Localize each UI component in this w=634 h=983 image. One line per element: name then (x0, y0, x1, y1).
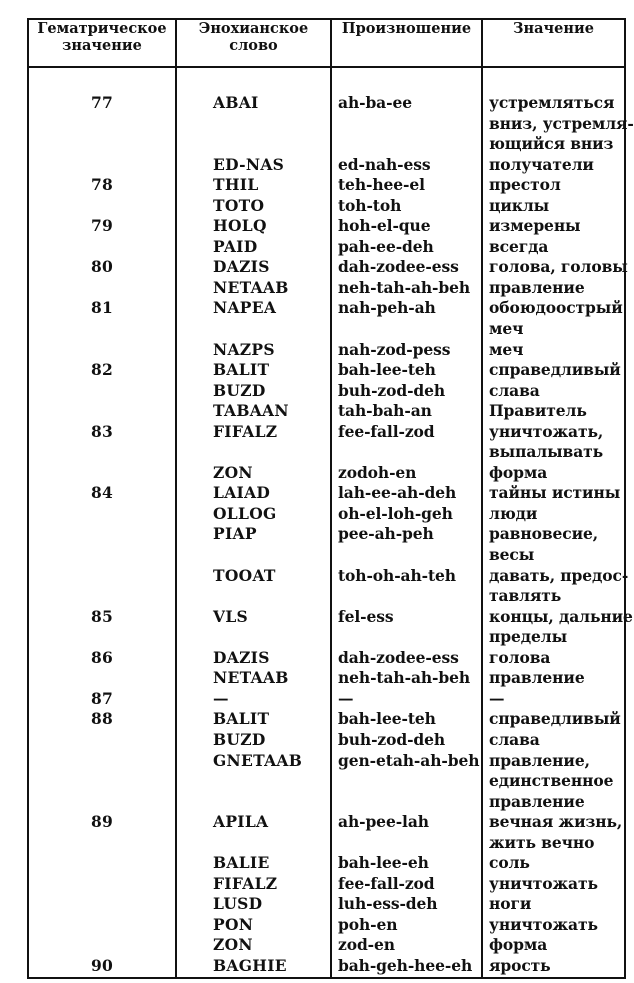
meaning-cell: уничтожать (489, 873, 598, 893)
meaning-cell: измерены (489, 216, 581, 236)
meaning-cell: получатели (489, 154, 594, 174)
enochian-word-cell: TOTO (213, 195, 265, 215)
header-word-line1: Энохианское (198, 20, 309, 37)
gematric-value-cell (29, 134, 175, 155)
pronunciation-cell: bah-geh-hee-eh (338, 955, 473, 975)
enochian-word-cell (177, 627, 330, 648)
meaning-cell: выпалывать (489, 442, 604, 462)
enochian-word-cell (177, 771, 330, 792)
gematric-value-cell (29, 730, 175, 751)
meaning-cell: престол (489, 175, 561, 195)
meaning-cell: обоюдоострый (489, 298, 623, 318)
pronunciation-cell: buh-zod-deh (338, 380, 446, 400)
header-word-line2: слово (229, 37, 278, 54)
pronunciation-cell: luh-ess-deh (338, 894, 438, 914)
column-enochian-word (176, 67, 331, 978)
pronunciation-cell: pah-ee-deh (338, 236, 434, 256)
meaning-cell: правление (489, 277, 585, 297)
header-meaning-label: Значение (513, 20, 594, 37)
gematric-value-cell (29, 114, 175, 135)
gematric-value-cell (29, 442, 175, 463)
header-row (28, 19, 625, 67)
pronunciation-cell: toh-oh-ah-teh (338, 565, 456, 585)
pronunciation-cell: bah-lee-eh (338, 853, 429, 873)
enochian-word-cell: DAZIS (213, 257, 270, 277)
enochian-word-cell: FIFALZ (213, 873, 278, 893)
enochian-word-cell: DAZIS (213, 647, 270, 667)
gematric-value-cell (29, 627, 175, 648)
enochian-word-cell (177, 586, 330, 607)
enochian-word-cell: APILA (213, 812, 269, 832)
enochian-word-cell (177, 545, 330, 566)
meaning-cell: — (489, 688, 505, 708)
gematric-value-cell (29, 237, 175, 258)
enochian-word-cell: PAID (213, 236, 258, 256)
pronunciation-cell: oh-el-loh-geh (338, 503, 453, 523)
meaning-cell: соль (489, 853, 530, 873)
gematric-value-cell (29, 278, 175, 299)
enochian-word-cell: PIAP (213, 524, 257, 544)
meaning-cell: голова (489, 647, 551, 667)
column-gematric-value (28, 67, 176, 978)
meaning-cell: форма (489, 935, 548, 955)
enochian-word-cell: BAGHIE (213, 955, 287, 975)
pronunciation-cell: zod-en (338, 935, 395, 955)
pronunciation-cell: dah-zodee-ess (338, 257, 459, 277)
gematric-value-cell: 80 (91, 257, 113, 277)
pronunciation-cell: fel-ess (338, 606, 394, 626)
pronunciation-cell: bah-lee-teh (338, 709, 436, 729)
meaning-cell: устремляться (489, 93, 615, 112)
pronunciation-cell: ah-pee-lah (338, 812, 429, 832)
enochian-word-cell: HOLQ (213, 216, 267, 236)
gematric-value-cell (29, 894, 175, 915)
meaning-cell: давать, предос- (489, 565, 629, 585)
gematric-value-cell (29, 463, 175, 484)
pronunciation-cell (332, 545, 481, 566)
pronunciation-cell (332, 114, 481, 135)
meaning-cell: люди (489, 503, 538, 523)
pronunciation-cell: — (338, 688, 354, 708)
meaning-cell: слава (489, 729, 540, 749)
meaning-cell: форма (489, 462, 548, 482)
enochian-word-cell: THIL (213, 175, 259, 195)
header-pron-label: Произношение (341, 20, 472, 37)
meaning-cell: тавлять (489, 586, 562, 606)
header-gem-line2: значение (62, 37, 142, 54)
pronunciation-cell: nah-peh-ah (338, 298, 436, 318)
enochian-word-cell: NETAAB (213, 668, 289, 688)
enochian-word-cell: BUZD (213, 380, 266, 400)
meaning-cell: справедливый (489, 709, 621, 729)
gematric-value-cell: 89 (91, 812, 113, 832)
gematric-value-cell: 85 (91, 606, 113, 626)
pronunciation-cell: toh-toh (338, 195, 402, 215)
meaning-cell: уничтожать (489, 914, 598, 934)
meaning-cell: всегда (489, 236, 549, 256)
pronunciation-cell: fee-fall-zod (338, 873, 435, 893)
pronunciation-cell: gen-etah-ah-beh (338, 750, 480, 770)
meaning-cell: ярость (489, 955, 551, 975)
enochian-word-cell (177, 442, 330, 463)
enochian-word-cell (177, 319, 330, 340)
gematric-value-cell (29, 319, 175, 340)
gematric-value-cell (29, 792, 175, 813)
enochian-word-cell: TABAAN (213, 401, 289, 421)
enochian-word-cell: NAZPS (213, 339, 275, 359)
gematric-value-cell (29, 586, 175, 607)
pronunciation-cell: zodoh-en (338, 462, 417, 482)
enochian-word-cell: FIFALZ (213, 421, 278, 441)
pronunciation-cell: dah-zodee-ess (338, 647, 459, 667)
pronunciation-cell: tah-bah-an (338, 401, 432, 421)
gematric-value-cell (29, 833, 175, 854)
meaning-cell: меч (489, 319, 524, 339)
enochian-word-cell: OLLOG (213, 503, 277, 523)
pronunciation-cell: ed-nah-ess (338, 154, 431, 174)
meaning-cell: циклы (489, 195, 550, 215)
enochian-word-cell: TOOAT (213, 565, 276, 585)
gematric-value-cell (29, 566, 175, 587)
gematric-value-cell (29, 504, 175, 525)
gematric-value-cell: 79 (91, 216, 113, 236)
meaning-cell: справедливый (489, 360, 621, 380)
meaning-cell: голова, головы (489, 257, 628, 277)
enochian-word-cell: BALIT (213, 709, 270, 729)
enochian-word-cell: VLS (213, 606, 249, 626)
enochian-word-cell: — (213, 688, 229, 708)
meaning-cell: правление (489, 668, 585, 688)
header-enochian-word (176, 19, 331, 67)
enochian-word-cell: LAIAD (213, 483, 271, 503)
pronunciation-cell (332, 833, 481, 854)
pronunciation-cell: buh-zod-deh (338, 729, 446, 749)
gematric-value-cell: 84 (91, 483, 113, 503)
enochian-word-cell: LUSD (213, 894, 263, 914)
pronunciation-cell: nah-zod-pess (338, 339, 451, 359)
enochian-word-cell (177, 134, 330, 155)
gematric-value-cell (29, 751, 175, 772)
gematric-value-cell (29, 874, 175, 895)
meaning-cell: Правитель (489, 401, 587, 421)
header-meaning (482, 19, 625, 67)
meaning-cell: вниз, устремля- (489, 113, 634, 133)
gematric-value-cell (29, 196, 175, 217)
gematric-value-cell: 88 (91, 709, 113, 729)
pronunciation-cell (332, 442, 481, 463)
gematric-value-cell (29, 915, 175, 936)
header-gem-line1: Гематрическое (37, 20, 167, 37)
pronunciation-cell: bah-lee-teh (338, 360, 436, 380)
gematric-value-cell (29, 771, 175, 792)
enochian-word-cell: ZON (213, 462, 253, 482)
gematric-value-cell: 86 (91, 647, 113, 667)
meaning-cell: равновесие, (489, 524, 599, 544)
enochian-word-cell: ED-NAS (213, 154, 285, 174)
body-row (28, 67, 625, 978)
gematric-value-cell: 77 (91, 93, 113, 112)
gematric-value-cell (29, 668, 175, 689)
meaning-cell: единственное (489, 771, 614, 791)
pronunciation-cell (332, 319, 481, 340)
meaning-cell: меч (489, 339, 524, 359)
meaning-cell: концы, дальние (489, 606, 633, 626)
gematric-value-cell: 82 (91, 360, 113, 380)
enochian-word-cell (177, 792, 330, 813)
pronunciation-cell: pee-ah-peh (338, 524, 434, 544)
enochian-word-cell: NETAAB (213, 277, 289, 297)
gematric-value-cell: 83 (91, 421, 113, 441)
gematric-value-cell (29, 155, 175, 176)
pronunciation-cell: neh-tah-ah-beh (338, 277, 471, 297)
header-gematric-value (28, 19, 176, 67)
pronunciation-cell: fee-fall-zod (338, 421, 435, 441)
pronunciation-cell: ah-ba-ee (338, 93, 412, 112)
gematric-value-cell: 90 (91, 955, 113, 975)
enochian-word-cell: PON (213, 914, 254, 934)
pronunciation-cell (332, 792, 481, 813)
meaning-cell: пределы (489, 627, 568, 647)
meaning-cell: ющийся вниз (489, 134, 614, 154)
meaning-cell: правление (489, 791, 585, 811)
meaning-cell: тайны истины (489, 483, 621, 503)
enochian-word-cell: BALIT (213, 360, 270, 380)
meaning-cell: уничтожать, (489, 421, 604, 441)
gematria-table (27, 18, 634, 979)
gematric-value-cell (29, 853, 175, 874)
pronunciation-cell: hoh-el-que (338, 216, 431, 236)
meaning-cell: жить вечно (489, 832, 595, 852)
gematric-value-cell: 78 (91, 175, 113, 195)
gematric-value-cell: 81 (91, 298, 113, 318)
pronunciation-cell (332, 627, 481, 648)
pronunciation-cell: neh-tah-ah-beh (338, 668, 471, 688)
pronunciation-cell (332, 771, 481, 792)
gematric-value-cell (29, 401, 175, 422)
pronunciation-cell (332, 134, 481, 155)
column-pronunciation (331, 67, 482, 978)
enochian-word-cell: GNETAAB (213, 750, 303, 770)
enochian-word-cell: BALIE (213, 853, 270, 873)
enochian-word-cell: NAPEA (213, 298, 277, 318)
enochian-word-cell: ABAI (213, 93, 259, 112)
gematric-value-cell (29, 340, 175, 361)
gematric-value-cell (29, 545, 175, 566)
pronunciation-cell: lah-ee-ah-deh (338, 483, 457, 503)
pronunciation-cell: teh-hee-el (338, 175, 425, 195)
gematric-value-cell (29, 935, 175, 956)
enochian-word-cell (177, 114, 330, 135)
meaning-cell: ноги (489, 894, 532, 914)
enochian-word-cell: ZON (213, 935, 253, 955)
meaning-cell: слава (489, 380, 540, 400)
meaning-cell: весы (489, 545, 535, 565)
pronunciation-cell (332, 586, 481, 607)
enochian-word-cell (177, 833, 330, 854)
gematric-value-cell (29, 524, 175, 545)
enochian-word-cell: BUZD (213, 729, 266, 749)
meaning-cell: правление, (489, 750, 590, 770)
meaning-cell: вечная жизнь, (489, 812, 623, 832)
pronunciation-cell: poh-en (338, 914, 398, 934)
gematric-value-cell (29, 381, 175, 402)
gematric-value-cell: 87 (91, 688, 113, 708)
column-meaning (482, 67, 634, 978)
header-pronunciation (331, 19, 482, 67)
